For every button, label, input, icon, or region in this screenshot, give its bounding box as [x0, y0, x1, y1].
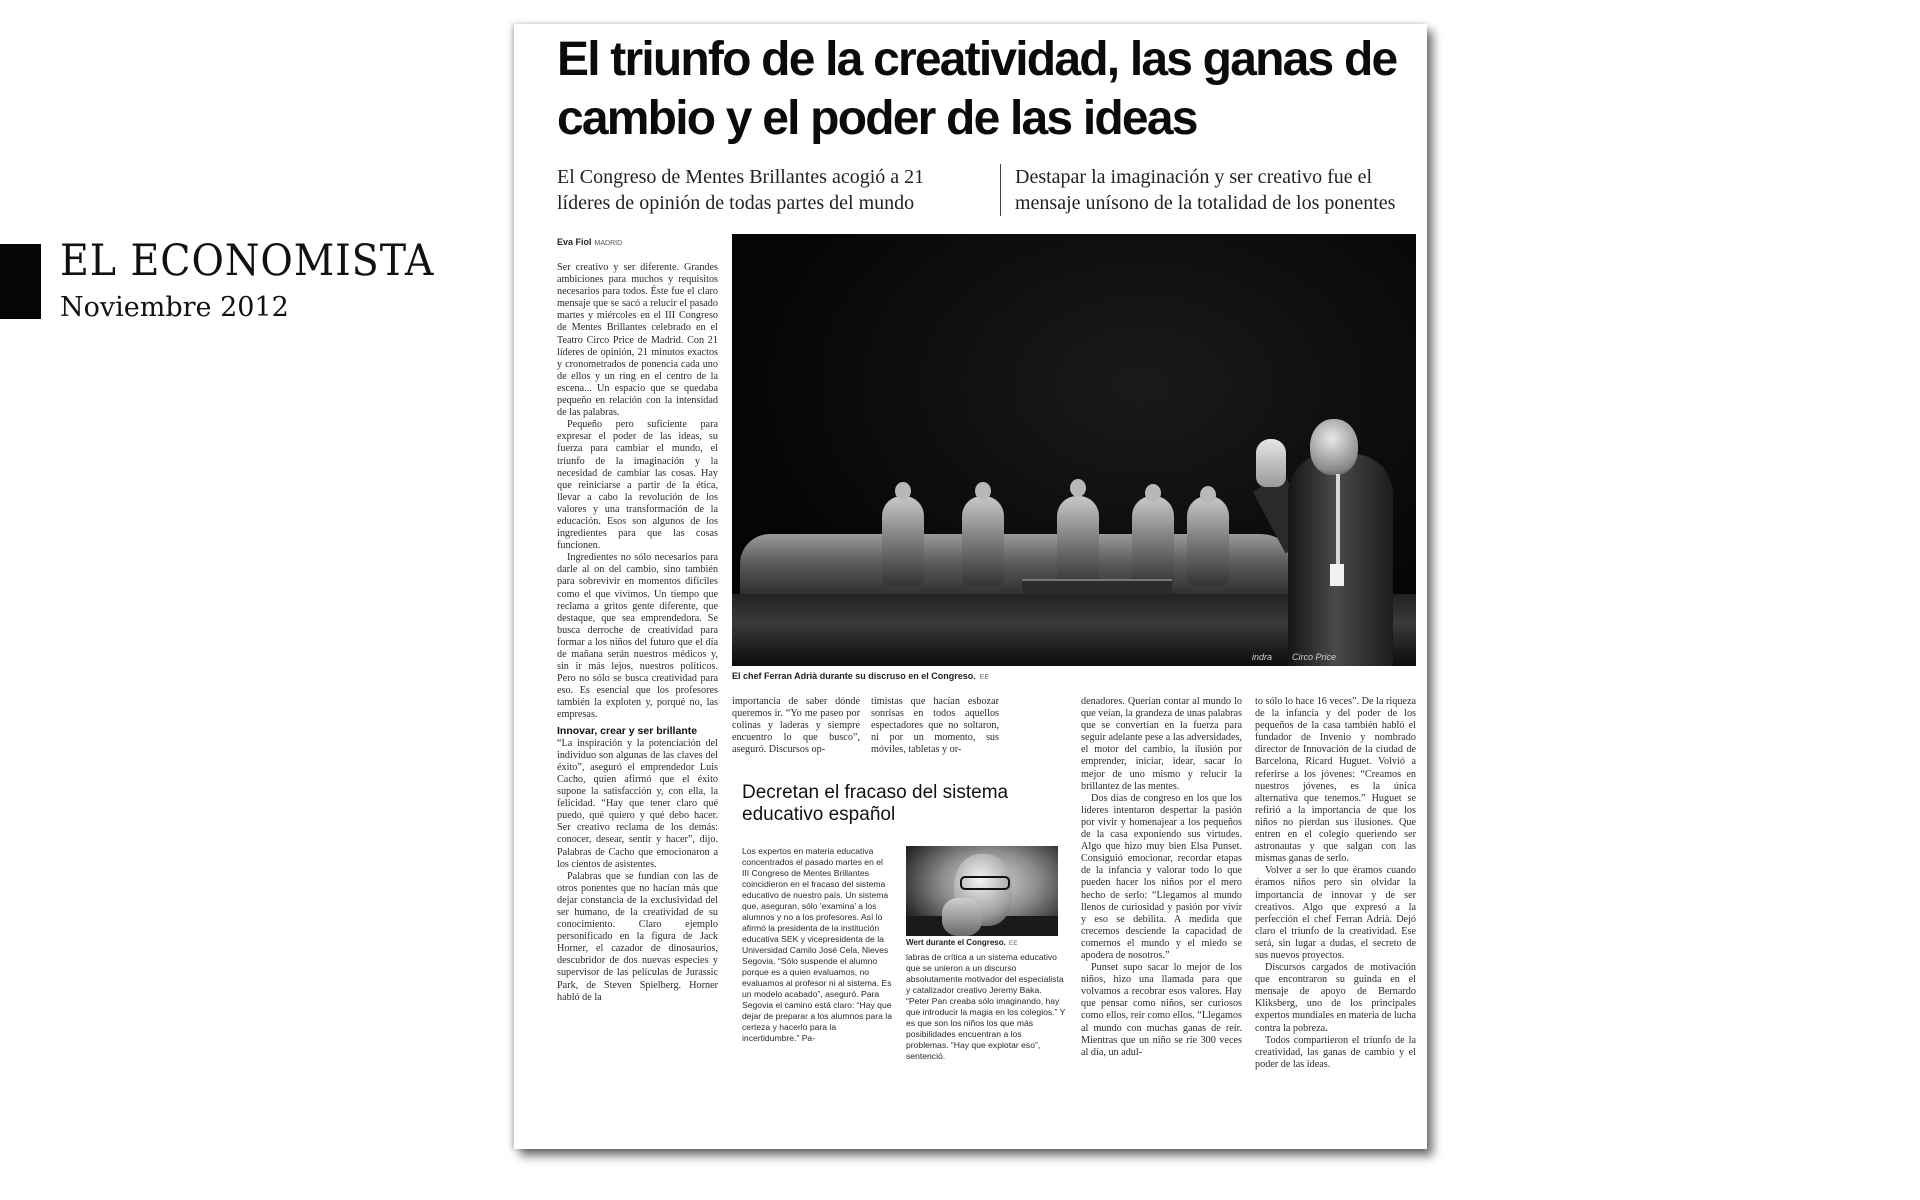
article-column-4	[1081, 696, 1242, 1126]
audience-figure	[962, 496, 1004, 586]
sidebar-story-column-2	[906, 952, 1066, 1130]
paragraph: denadores. Querían contar al mundo lo que veían, la grandeza de unas palabras que se convertían en la fuerza para seguir adelante pese a las adversidades, el motor del cambio, la ilusión por emprender, iniciar, idear, sacar lo mejor de uno mismo y relucir la brillantez de las mentes.	[1081, 696, 1242, 792]
audience-figure	[1057, 496, 1099, 586]
article-column-1	[557, 262, 718, 1122]
wert-photo-caption	[906, 938, 1066, 947]
audience-head	[975, 482, 991, 500]
audience-head	[1200, 486, 1216, 504]
paragraph: Pequeño pero suficiente para expresar el poder de las ideas, su fuerza para cambiar el mundo, el triunfo de la imaginación y la necesidad de cambiar las cosas. Hay que reiniciarse a partir de la ética, llevar a cabo la revolución de los valores y una transformación de la educación. Esos son algunos de los ingredientes para que las cosas funcionen.	[557, 419, 718, 552]
paragraph: labras de crítica a un sistema educativo que se unieron a un discurso absolutamente motivador del especialista y catalizador creativo Jeremy Baka. “Peter Pan creaba sólo imaginando, hay que introducir la magia en los colegios.” Y es que son los niños los que más posibilidades encuentran a los problemas. “Hay que explotar eso”, sentenció.	[906, 952, 1066, 1061]
paragraph: Punset supo sacar lo mejor de los niños, hizo una llamada para que volvamos a recobrar esos valores. Hay que pensar como niños, ser curiosos como ellos, reír como ellos. “Llegamos al mundo con muchas ganas de reír. Mientras que un niño se ríe 300 veces al día, un adul-	[1081, 962, 1242, 1058]
badge	[1330, 564, 1344, 586]
photo-credit: EE	[979, 674, 990, 681]
paragraph: Volver a ser lo que éramos cuando éramos niños pero sin olvidar la importancia de innovar y de ser creativos. Algo que expresó a la perfección el chef Ferran Adrià. Dejó claro el triunfo de la creatividad. Ese será, sin lugar a dudas, el secreto de sus nuevos proyectos.	[1255, 865, 1416, 961]
section-subhead: Innovar, crear y ser brillante	[557, 724, 698, 737]
newspaper-page	[514, 24, 1427, 1149]
audience-head	[895, 482, 911, 500]
byline	[557, 237, 622, 247]
photo-caption	[732, 671, 1416, 681]
publication-date: Noviembre 2012	[60, 292, 289, 323]
stage-logo: Circo Price	[1292, 652, 1337, 662]
audience-figure	[882, 496, 924, 586]
speaker-figure	[1288, 454, 1393, 666]
speaker-head	[1310, 419, 1358, 475]
sidebar-story-column-1	[742, 846, 892, 1131]
article-column-3	[871, 696, 999, 762]
wert-caption-credit: EE	[1008, 940, 1018, 947]
audience-head	[1145, 484, 1161, 502]
audience-head	[1070, 479, 1086, 497]
paragraph: Discursos cargados de motivación que encontraron su guinda en el mensaje de apoyo de Bernardo Kliksberg, uno de los principales expertos mundiales en materia de lucha contra la pobreza.	[1255, 962, 1416, 1034]
paragraph: importancia de saber dónde queremos ir. “Yo me paseo por colinas y laderas y siempre encuentro lo que busco”, aseguró. Discursos op-	[732, 696, 860, 756]
subhead-left: El Congreso de Mentes Brillantes acogió a 21 líderes de opinión de todas partes del mundo	[557, 166, 925, 214]
audience-figure	[1187, 496, 1229, 586]
paragraph: Todos compartieron el triunfo de la creatividad, las ganas de cambio y el poder de las ideas.	[1255, 1034, 1416, 1070]
paragraph: Los expertos en materia educativa concentrados el pasado martes en el III Congreso de Mentes Brillantes coincidieron en el fracaso del sistema educativo de nuestro país. Un sistema que, aseguran, sólo ‘examina’ a los alumnos y no a los profesores. Así lo afirmó la presidenta de la institución educativa SEK y vicepresidenta de la Universidad Camilo José Cela, Nieves Segovia. “Sólo suspende el alumno porque es a quien evaluamos, no evaluamos al profesor ni al sistema. Es un modelo acabado”, aseguró. Para Segovia el camino está claro: “Hay que dejar de preparar a los alumnos para la certeza y hacerlo para la incertidumbre.” Pa-	[742, 846, 892, 1043]
photo-caption-text: El chef Ferran Adrià durante su discruso en el Congreso.	[732, 671, 976, 681]
sidebar-story	[732, 772, 1071, 1132]
wert-photo	[906, 846, 1058, 936]
publication-name: EL ECONOMISTA	[60, 236, 435, 286]
paragraph: Dos días de congreso en los que los líderes intentaron despertar la pasión por vivir y homenajear a los pequeños de la casa exponiendo sus virtudes. Algo que hizo muy bien Elsa Punset. Consiguió emocionar, recordar etapas de la infancia y valorar todo lo que pueden hacer los niños por el mero hecho de serlo: “Llegamos al mundo llenos de curiosidad y pasión por vivir y eso se debilita. A medida que crecemos desciende la capacidad de comernos el mundo y el miedo se apodera de nosotros.”	[1081, 792, 1242, 961]
paragraph: to sólo lo hace 16 veces”. De la riqueza de la infancia y del poder de los pequeños de la casa también habló el fundador de Invenio y nombrado director de Innovación de la ciudad de Barcelona, Ricard Huguet. Volvió a referirse a los jóvenes: “Creamos en nuestros jóvenes, es la única alternativa que tenemos.” Huguet se refirió a la importancia de que los niños no pierdan sus ilusiones. Que entren en el colegio queriendo ser astronautas y que salgan con las mismas ganas de serlo.	[1255, 696, 1416, 865]
wert-caption-text: Wert durante el Congreso.	[906, 938, 1006, 947]
paragraph: Ingredientes no sólo necesarios para darle al on del cambio, sino también para sobrevivir en momentos difíciles como el que vivimos. Un tiempo que reclama a gritos gente diferente, que destaque, que sea emprendedora. Se busca derroche de creatividad para formar a los niños del futuro que el día de mañana serán nuestros médicos y, sin ir más lejos, nuestros políticos. Pero no sólo se busca creatividad para eso. Es esencial que los profesores también la exploten y, porqué no, las empresas.	[557, 552, 718, 721]
byline-location: MADRID	[594, 240, 623, 247]
paragraph: “La inspiración y la potenciación del individuo son algunas de las claves del éxito”, aseguró el emprendedor Luis Cacho, quien afirmó que el éxito supone la satisfacción y, con ella, la felicidad. “Hay que tener claro qué puedo, qué quiero y qué debo hacer. Ser creativo reclama de los demás: conocer, desear, sentir y hacer”, dijo. Palabras de Cacho que emocionaron a los cientos de asistentes.	[557, 737, 718, 870]
headline: El triunfo de la creatividad, las ganas de cambio y el poder de las ideas	[557, 33, 1397, 145]
byline-author: Eva Fiol	[557, 237, 592, 247]
subhead-right: Destapar la imaginación y ser creativo fue el mensaje unísono de la totalidad de los ponentes	[1000, 164, 1435, 216]
stage-logo: indra	[1252, 652, 1273, 662]
main-photo	[732, 234, 1416, 666]
paragraph: timistas que hacían esbozar sonrisas en todos aquellos espectadores que no soltaron, ni por un momento, sus móviles, tabletas y or-	[871, 696, 999, 756]
paragraph: Palabras que se fundían con las de otros ponentes que no hacían más que dejar constancia de la exclusividad del ser humano, de la creatividad de su conocimiento. Claro ejemplo personificado en la figura de Jack Horner, el cazador de dinosaurios, descubridor de dos nuevas especies y supervisor de las películas de Jurassic Park, de Steven Spielberg. Horner habló de la	[557, 870, 718, 1003]
lanyard	[1336, 474, 1340, 569]
photo-hand	[942, 898, 982, 936]
audience-figure	[1132, 496, 1174, 586]
sidebar-story-title: Decretan el fracaso del sistema educativo español	[742, 782, 1009, 825]
photo-glasses	[960, 876, 1010, 890]
article-column-5	[1255, 696, 1416, 1126]
speaker-hand	[1256, 439, 1286, 487]
article-column-2	[732, 696, 860, 762]
paragraph: Ser creativo y ser diferente. Grandes ambiciones para muchos y requisitos necesarios para todos. Éste fue el claro mensaje que se sacó a relucir el pasado martes y miércoles en el III Congreso de Mentes Brillantes celebrado en el Teatro Circo Price de Madrid. Con 21 líderes de opinión, 21 minutos exactos y cronometrados de ponencia cada uno de ellos y un ring en el centro de la escena... Un espacio que se quedaba pequeño en relación con la intensidad de las palabras.	[557, 262, 718, 419]
side-marker	[0, 244, 41, 319]
